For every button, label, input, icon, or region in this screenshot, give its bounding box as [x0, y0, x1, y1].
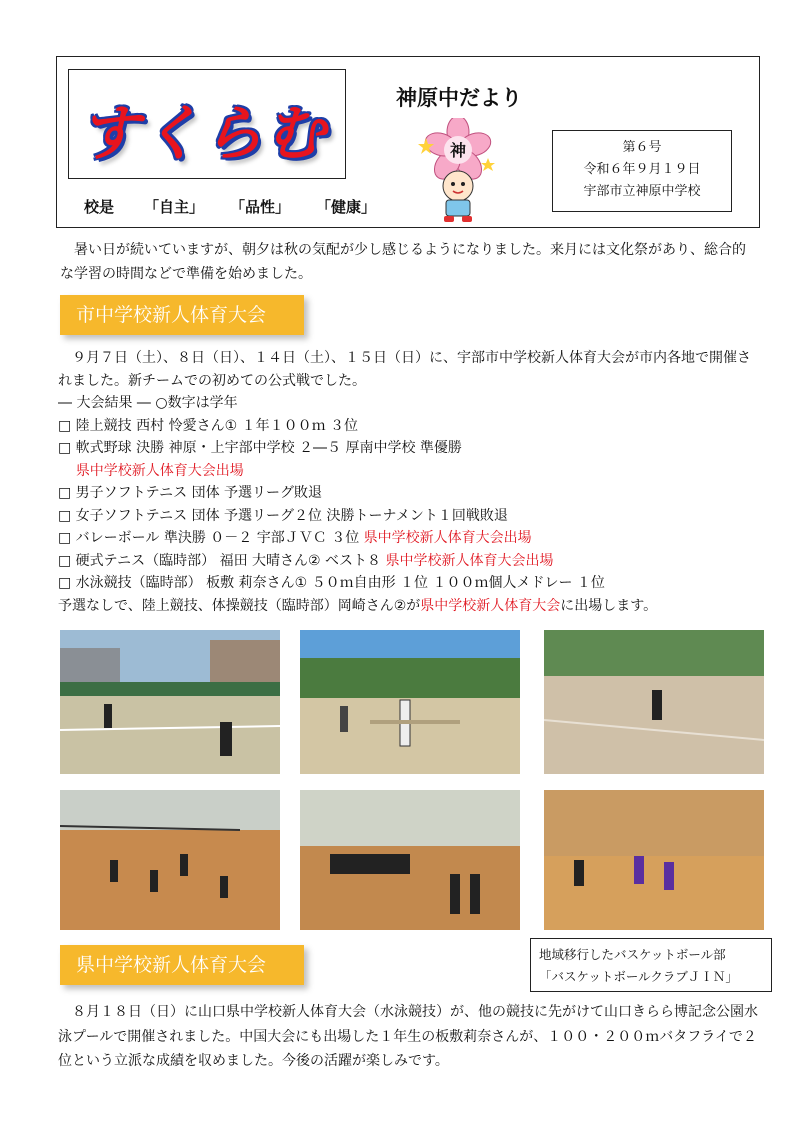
results-header: ― 大会結果 ― ○数字は学年	[58, 395, 238, 411]
photo-basketball	[544, 790, 764, 930]
section-banner	[60, 945, 304, 985]
section-banner-label: 県中学校新人体育大会	[76, 954, 267, 976]
photo-caption: 地域移行したバスケットボール部 「バスケットボールクラブＪＩＮ」	[530, 938, 772, 992]
result-line: □ バレーボール 準決勝 ０－２ 宇部ＪＶＣ ３位 県中学校新人体育大会出場	[58, 530, 532, 546]
motto-value: 「健康」	[316, 198, 377, 216]
intro-paragraph: 暑い日が続いていますが、朝夕は秋の気配が少し感じるようになりました。来月には文化祭があり、総合的な学習の時間などで準備を始めました。	[60, 242, 746, 282]
result-line: □ 軟式野球 決勝 神原・上宇部中学校 ２―５ 厚南中学校 準優勝	[58, 440, 462, 456]
photo-volleyball-2	[300, 790, 520, 930]
section-lead: ９月７日（土）、８日（日）、１４日（土）、１５日（日）に、宇部市中学校新人体育大会が市内各地で開催されました。新チームでの初めての公式戦でした。	[58, 350, 751, 389]
result-line: □ 硬式テニス（臨時部） 福田 大晴さん② ベスト８ 県中学校新人体育大会出場	[58, 552, 554, 569]
issue-number: 第６号	[622, 140, 662, 155]
closing-line: 予選なしで、陸上競技、体操競技（臨時部）岡崎さん②が県中学校新人体育大会に出場します。	[58, 597, 658, 614]
motto-value: 「自主」	[144, 198, 205, 216]
mascot-char: 神	[449, 141, 467, 160]
section-banner	[60, 295, 304, 335]
result-line: 県中学校新人体育大会出場	[75, 462, 244, 479]
section-body	[58, 347, 758, 617]
section2-paragraph: ８月１８日（日）に山口県中学校新人体育大会（水泳競技）が、他の競技に先がけて山口きらら博記念公園水泳プールで開催されました。中国大会にも出場した１年生の板敷莉奈さんが、１００・２００ｍバタフライで２位という立派な成績を収めました。今後の活躍が楽しみです。	[58, 1004, 758, 1069]
photo-volleyball-1	[60, 790, 280, 930]
section-banner-label: 市中学校新人体育大会	[76, 304, 267, 326]
result-line: □ 女子ソフトテニス 団体 予選リーグ２位 決勝トーナメント１回戦敗退	[58, 507, 508, 524]
issue-date: 令和６年９月１９日	[583, 162, 701, 177]
result-line: □ 水泳競技（臨時部） 板敷 莉奈さん① ５０ｍ自由形 １位 １００ｍ個人メドレー １位	[58, 575, 605, 591]
motto-value: 「品性」	[230, 198, 291, 216]
photo-soft-tennis	[60, 630, 280, 774]
issue-school: 宇部市立神原中学校	[583, 184, 701, 199]
masthead-logo: すくらむ	[79, 99, 327, 169]
result-line: □ 男子ソフトテニス 団体 予選リーグ敗退	[58, 485, 323, 501]
issue-info-box	[552, 130, 732, 212]
school-motto	[84, 196, 376, 217]
photo-baseball	[300, 630, 520, 774]
photo-track	[544, 630, 764, 774]
sakura-mascot-icon	[418, 118, 498, 224]
newsletter-title: 神原中だより	[396, 86, 522, 110]
motto-label: 校是	[84, 198, 115, 216]
masthead-logo-box	[68, 69, 346, 179]
result-line: □ 陸上競技 西村 怜愛さん① １年１００ｍ ３位	[58, 417, 359, 434]
